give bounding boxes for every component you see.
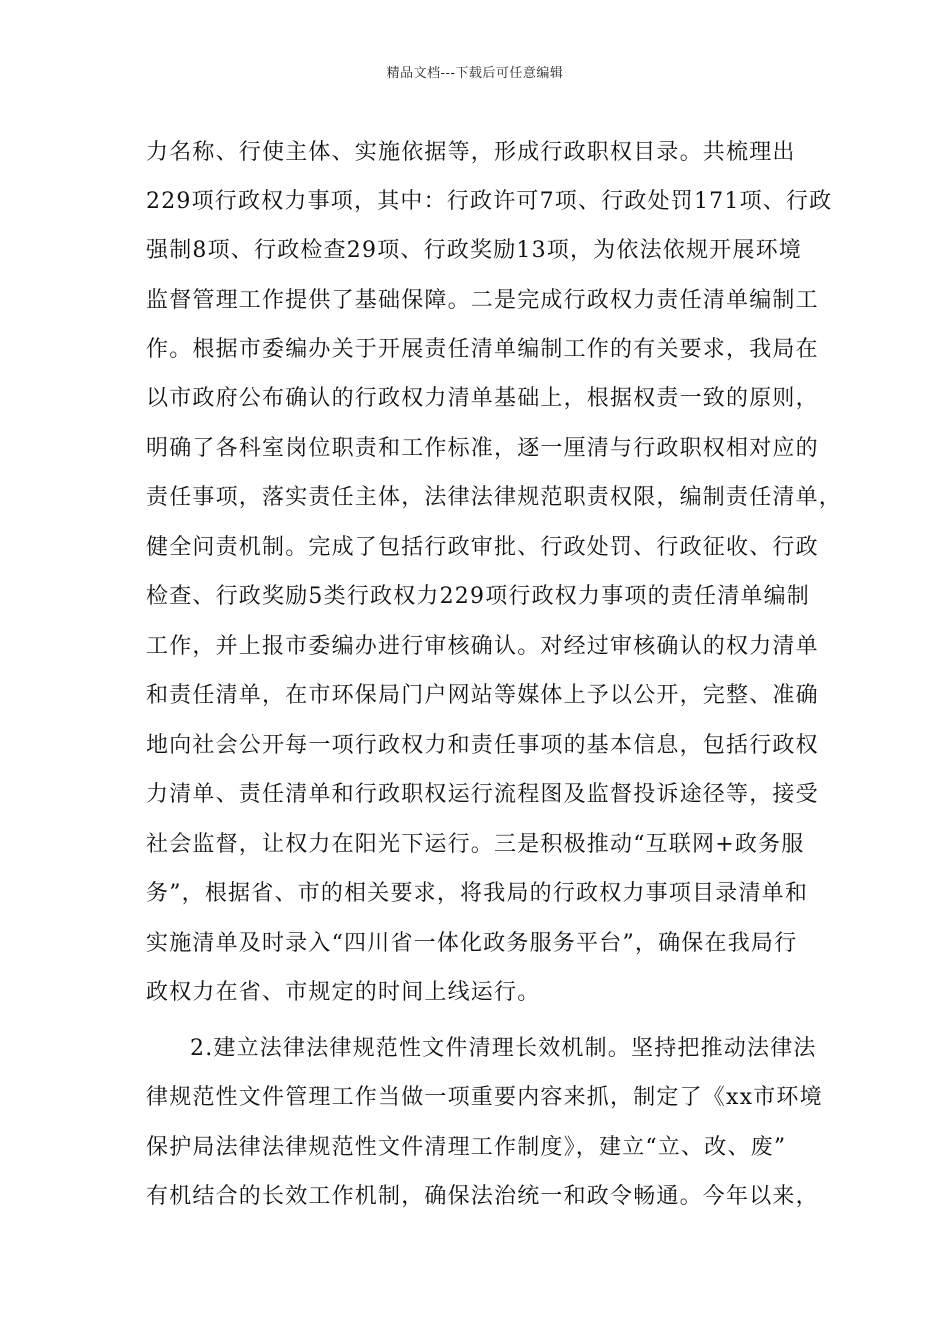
- text-line: 力清单、责任清单和行政职权运行流程图及监督投诉途径等，接受: [146, 782, 819, 807]
- text-line: 责任事项，落实责任主体，法律法律规范职责权限，编制责任清单，: [146, 485, 843, 510]
- text-line: 明确了各科室岗位职责和工作标准，逐一厘清与行政职权相对应的: [146, 436, 819, 461]
- text-line: 作。根据市委编办关于开展责任清单编制工作的有关要求，我局在: [146, 337, 819, 362]
- text-line: 229项行政权力事项，其中：行政许可7项、行政处罚171项、行政: [146, 189, 833, 214]
- text-line: 以市政府公布确认的行政权力清单基础上，根据权责一致的原则，: [146, 386, 819, 411]
- text-line: 保护局法律法律规范性文件清理工作制度》，建立“立、改、废”: [146, 1135, 787, 1160]
- text-line: 实施清单及时录入“四川省一体化政务服务平台”，确保在我局行: [146, 931, 798, 956]
- text-line: 强制8项、行政检查29项、行政奖励13项，为依法依规开展环境: [146, 238, 802, 263]
- text-line: 工作，并上报市委编办进行审核确认。对经过审核确认的权力清单: [146, 634, 819, 659]
- paragraph-first-line: 2.建立法律法律规范性文件清理长效机制。坚持把推动法律法: [190, 1036, 817, 1061]
- text-line: 健全问责机制。完成了包括行政审批、行政处罚、行政征收、行政: [146, 535, 819, 560]
- text-line: 检查、行政奖励5类行政权力229项行政权力事项的责任清单编制: [146, 584, 810, 609]
- text-line: 律规范性文件管理工作当做一项重要内容来抓，制定了《xx市环境: [146, 1085, 823, 1110]
- text-line: 和责任清单，在市环保局门户网站等媒体上予以公开，完整、准确: [146, 683, 819, 708]
- text-line: 社会监督，让权力在阳光下运行。三是积极推动“互联网+政务服: [146, 832, 805, 857]
- text-line: 政权力在省、市规定的时间上线运行。: [146, 980, 541, 1005]
- text-line: 务”，根据省、市的相关要求，将我局的行政权力事项目录清单和: [146, 881, 809, 906]
- text-line: 地向社会公开每一项行政权力和责任事项的基本信息，包括行政权: [146, 733, 819, 758]
- text-line: 监督管理工作提供了基础保障。二是完成行政权力责任清单编制工: [146, 288, 819, 313]
- text-line: 力名称、行使主体、实施依据等，形成行政职权目录。共梳理出: [146, 140, 796, 165]
- page-header: 精品文档---下载后可任意编辑: [386, 66, 564, 81]
- text-line: 有机结合的长效工作机制，确保法治统一和政令畅通。今年以来，: [146, 1184, 819, 1209]
